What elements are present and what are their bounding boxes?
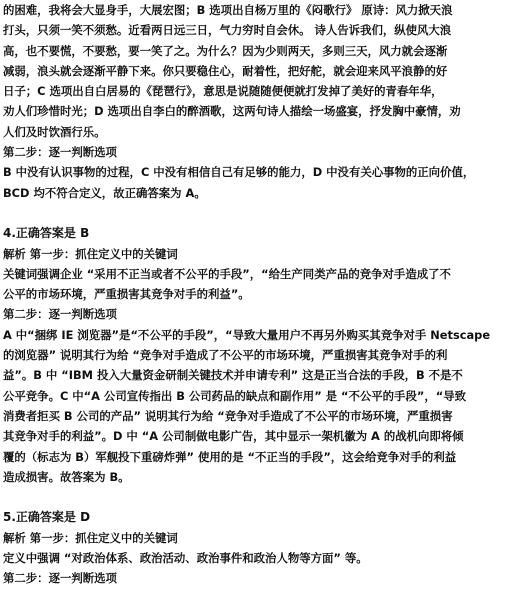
step-heading: 第二步：逐一判断选项: [3, 571, 117, 586]
step-heading: 第二步：逐一判断选项: [3, 307, 117, 322]
text-line: A 中“捆绑 IE 浏览器”是“不公平的手段”，“导致大量用户不再另外购买其竞争对手 Netscape: [3, 327, 491, 342]
text-line: 覆的（标志为 B）军舰投下重磅炸弹” 使用的是 “不正当的手段”，这会给竞争对手的利益: [3, 449, 457, 464]
text-line: 高，也不要慌，不要愁，要一笑了之。为什么？因为少则两天，多则三天，风力就会逐渐: [3, 43, 448, 58]
text-line: BCD 均不符合定义，故正确答案为 A。: [3, 185, 206, 200]
text-line: 公平竞争。C 中“A 公司宣传指出 B 公司药品的缺点和副作用” 是 “不公平的手段”，“导致: [3, 388, 466, 403]
blank-line: [3, 203, 505, 223]
text-line: 造成损害。故答案为 B。: [3, 469, 130, 484]
text-line: 其竞争对手的利益”。D 中 “A 公司制做电影广告，其中显示一架机徽为 A 的战机向即将倾: [3, 429, 464, 444]
text-line: 日子；C 选项出自白居易的《琵琶行》，意思是说随随便便就打发掉了美好的青春年华，: [3, 84, 443, 99]
text-line: B 中没有认识事物的过程，C 中没有相信自己有足够的能力，D 中没有关心事物的正向价值，: [3, 165, 475, 180]
step-heading: 第二步：逐一判断选项: [3, 145, 117, 160]
answer-heading: 4.正确答案是 B: [3, 226, 90, 241]
text-line: 的困难，我将会大显身手，大展宏图；B 选项出自杨万里的《闷歌行》 原诗：风力掀天浪: [3, 3, 453, 17]
answer-heading: 5.正确答案是 D: [3, 510, 91, 525]
text-line: 人们及时饮酒行乐。: [3, 124, 106, 139]
text-line: 减弱，浪头就会逐渐平静下来。你只要稳住心，耐着性，把好舵，就会迎来风平浪静的好: [3, 63, 448, 78]
text-line: 消费者拒买 B 公司的产品” 说明其行为给 “竞争对手造成了不公平的市场环境，严重损害: [3, 408, 453, 423]
analysis-heading: 解析 第一步：抓住定义中的关键词: [3, 530, 178, 545]
text-line: 关键词强调企业 “采用不正当或者不公平的手段”，“给生产同类产品的竞争对手造成了不: [3, 266, 451, 281]
text-line: 公平的市场环境，严重损害其竞争对手的利益”。: [3, 287, 250, 302]
text-line: 定义中强调 “对政治体系、政治活动、政治事件和政治人物等方面” 等。: [3, 551, 368, 566]
text-line: 劝人们珍惜时光；D 选项出自李白的醉酒歌，这两句诗人描绘一场盛宴，抒发胸中豪情，劝: [3, 104, 461, 119]
blank-line: [3, 487, 505, 507]
analysis-heading: 解析 第一步：抓住定义中的关键词: [3, 246, 178, 261]
text-line: 打头，只须一笑不须愁。近看两日远三日，气力穷时自会休。 诗人告诉我们，纵使风大浪: [3, 23, 452, 38]
text-line: 的浏览器” 说明其行为给 “竞争对手造成了不公平的市场环境，严重损害其竞争对手的利: [3, 348, 448, 363]
text-line: 益”。B 中 “IBM 投入大量资金研制关键技术并申请专利” 这是正当合法的手段，B 不是不: [3, 368, 463, 383]
